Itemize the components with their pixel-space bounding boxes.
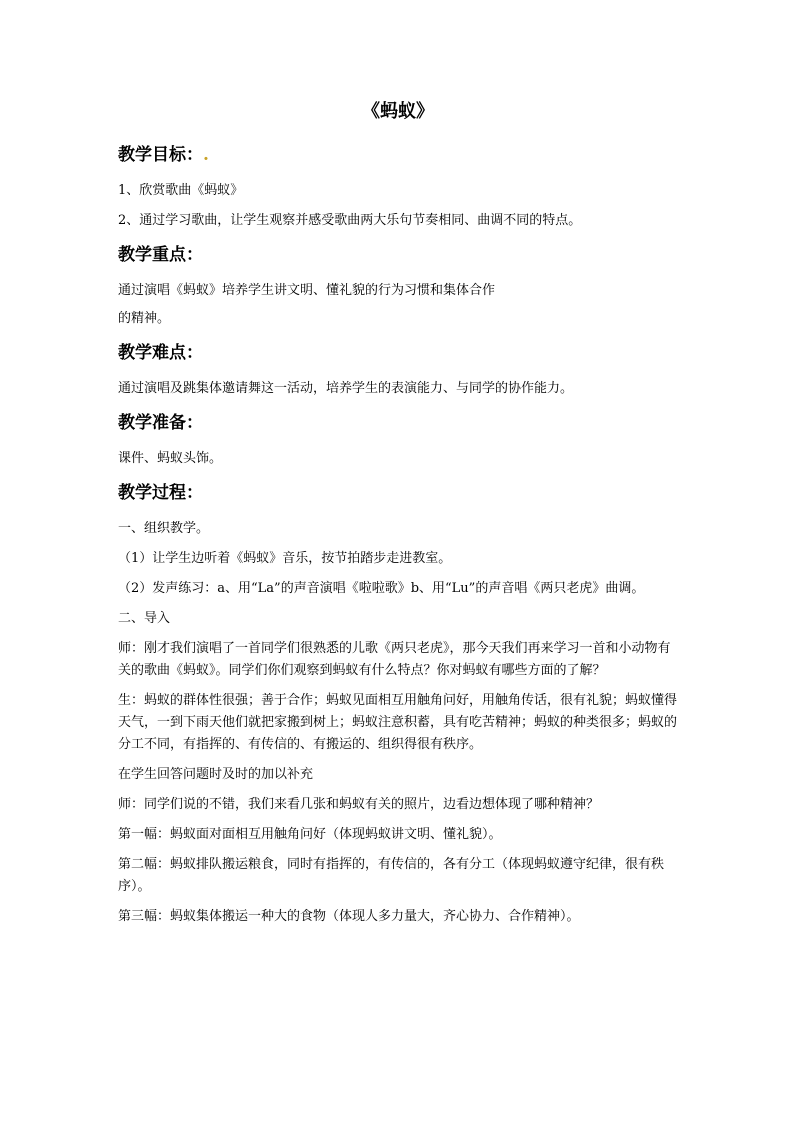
heading-process: 教学过程： (118, 483, 203, 503)
process-line-8: 师：同学们说的不错，我们来看几张和蚂蚁有关的照片，边看边想体现了哪种精神？ (118, 797, 600, 812)
process-line-2: （1）让学生边听着《蚂蚁》音乐，按节拍踏步走进教室。 (118, 551, 452, 566)
heading-key: 教学重点： (118, 245, 203, 265)
heading-goals (118, 140, 678, 170)
process-line-5: 师：刚才我们演唱了一首同学们很熟悉的儿歌《两只老虎》，那今天我们再来学习一首和小动物有关的歌曲《蚂蚁》。同学们你们观察到蚂蚁有什么特点？你对蚂蚁有哪些方面的了解？ (118, 641, 671, 678)
process-line-11: 第三幅：蚂蚁集体搬运一种大的食物（体现人多力量大，齐心协力、合作精神）。 (118, 909, 580, 924)
document-page (118, 98, 678, 936)
difficulty-line-1: 通过演唱及跳集体邀请舞这一活动，培养学生的表演能力、与同学的协作能力。 (118, 381, 574, 396)
process-line-9: 第一幅：蚂蚁面对面相互用触角问好（体现蚂蚁讲文明、懂礼貌）。 (118, 827, 502, 842)
prep-line-1: 课件、蚂蚁头饰。 (118, 451, 223, 466)
process-line-10: 第二幅：蚂蚁排队搬运粮食，同时有指挥的，有传信的，各有分工（体现蚂蚁遵守纪律，很有秩序）。 (118, 857, 665, 894)
key-line-1: 通过演唱《蚂蚁》培养学生讲文明、懂礼貌的行为习惯和集体合作 (118, 283, 496, 298)
heading-goals-mark: . (203, 145, 209, 165)
key-line-2: 的精神。 (118, 311, 171, 326)
goal-item-2: 2、通过学习歌曲，让学生观察并感受歌曲两大乐句节奏相同、曲调不同的特点。 (118, 213, 582, 228)
goal-item-1: 1、欣赏歌曲《蚂蚁》 (118, 183, 244, 198)
document-title: 《蚂蚁》 (362, 101, 434, 122)
process-line-3: （2）发声练习：a、用“La”的声音演唱《啦啦歌》b、用“Lu”的声音唱《两只老虎》曲调。 (118, 581, 645, 596)
process-line-6: 生：蚂蚁的群体性很强；善于合作；蚂蚁见面相互用触角问好，用触角传话，很有礼貌；蚂蚁懂得天气，一到下雨天他们就把家搬到树上；蚂蚁注意积蓄，具有吃苦精神；蚂蚁的种类很多；蚂蚁的分工不同，有指挥的、有传信的、有搬运的、组织得很有秩序。 (118, 693, 678, 752)
heading-prep: 教学准备： (118, 413, 203, 433)
process-line-1: 一、组织教学。 (118, 521, 210, 536)
process-line-7: 在学生回答问题时及时的加以补充 (118, 767, 314, 782)
heading-goals-text: 教学目标： (118, 145, 203, 165)
heading-difficulty: 教学难点： (118, 343, 203, 363)
process-line-4: 二、导入 (118, 611, 171, 626)
